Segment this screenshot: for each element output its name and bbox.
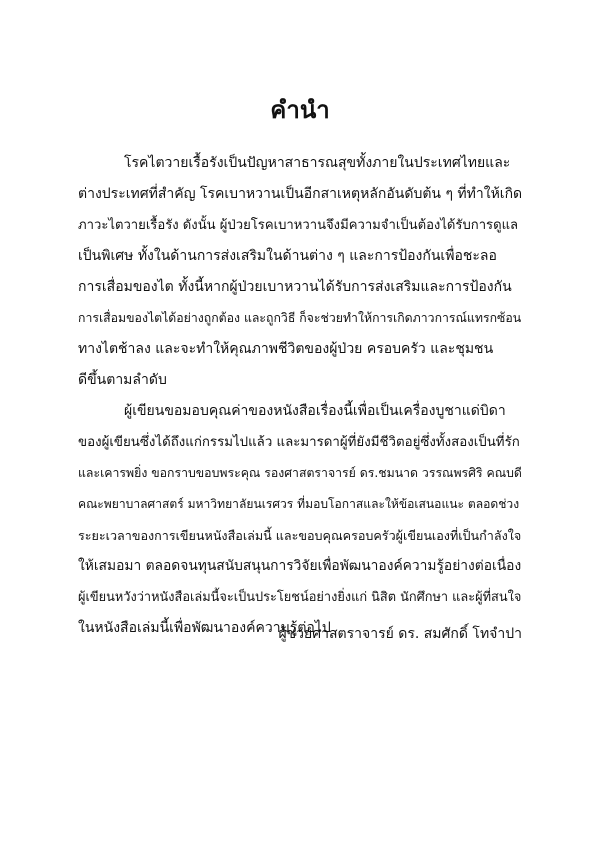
text-line: ในหนังสือเล่มนี้เพื่อพัฒนาองค์ความรู้ต่อไป: [78, 620, 331, 636]
text-line: การเสื่อมของไต ทั้งนี้หากผู้ป่วยเบาหวานได้รับการส่งเสริมและการป้องกัน: [78, 279, 512, 295]
preface-body: [78, 148, 523, 644]
text-line: ผู้เขียนหวังว่าหนังสือเล่มนี้จะเป็นประโยชน์อย่างยิ่งแก่ นิสิต นักศึกษา และผู้ที่สนใจ: [78, 590, 522, 605]
author-signature: ผู้ช่วยศาสตราจารย์ ดร. สมศักดิ์ โทจำปา: [278, 626, 522, 642]
text-line: ทางไตช้าลง และจะทำให้คุณภาพชีวิตของผู้ป่วย ครอบครัว และชุมชน: [78, 341, 494, 357]
paragraph-2: [78, 396, 522, 644]
text-line: เป็นพิเศษ ทั้งในด้านการส่งเสริมในด้านต่าง ๆ และการป้องกันเพื่อชะลอ: [78, 248, 497, 264]
text-line: ดีขึ้นตามลำดับ: [78, 372, 167, 388]
text-line: ผู้เขียนขอมอบคุณค่าของหนังสือเรื่องนี้เพื่อเป็นเครื่องบูชาแด่บิดา: [124, 403, 506, 419]
text-line: โรคไตวายเรื้อรังเป็นปัญหาสาธารณสุขทั้งภายในประเทศไทยและ: [124, 155, 511, 171]
text-line: การเสื่อมของไตได้อย่างถูกต้อง และถูกวิธี ก็จะช่วยทำให้การเกิดภาวการณ์แทรกซ้อน: [78, 311, 522, 325]
text-line: ให้เสมอมา ตลอดจนทุนสนับสนุนการวิจัยเพื่อพัฒนาองค์ความรู้อย่างต่อเนื่อง: [78, 558, 522, 574]
text-line: ระยะเวลาของการเขียนหนังสือเล่มนี้ และขอบคุณครอบครัวผู้เขียนเองที่เป็นกำลังใจ: [78, 528, 522, 543]
text-line: ภาวะไตวายเรื้อรัง ดังนั้น ผู้ป่วยโรคเบาหวานจึงมีความจำเป็นต้องได้รับการดูแล: [78, 218, 519, 233]
text-line: ของผู้เขียนซึ่งได้ถึงแก่กรรมไปแล้ว และมารดาผู้ที่ยังมีชีวิตอยู่ซึ่งทั้งสองเป็นที่รัก: [78, 435, 520, 450]
text-line: ต่างประเทศที่สำคัญ โรคเบาหวานเป็นอีกสาเหตุหลักอันดับต้น ๆ ที่ทำให้เกิด: [78, 186, 523, 202]
text-line: และเคารพยิ่ง ขอกราบขอบพระคุณ รองศาสตราจารย์ ดร.ชมนาด วรรณพรศิริ คณบดี: [78, 466, 522, 480]
page-title: คำนำ: [270, 96, 330, 124]
paragraph-1: [78, 148, 523, 396]
text-line: คณะพยาบาลศาสตร์ มหาวิทยาลัยนเรศวร ที่มอบโอกาสและให้ข้อเสนอแนะ ตลอดช่วง: [78, 497, 520, 511]
